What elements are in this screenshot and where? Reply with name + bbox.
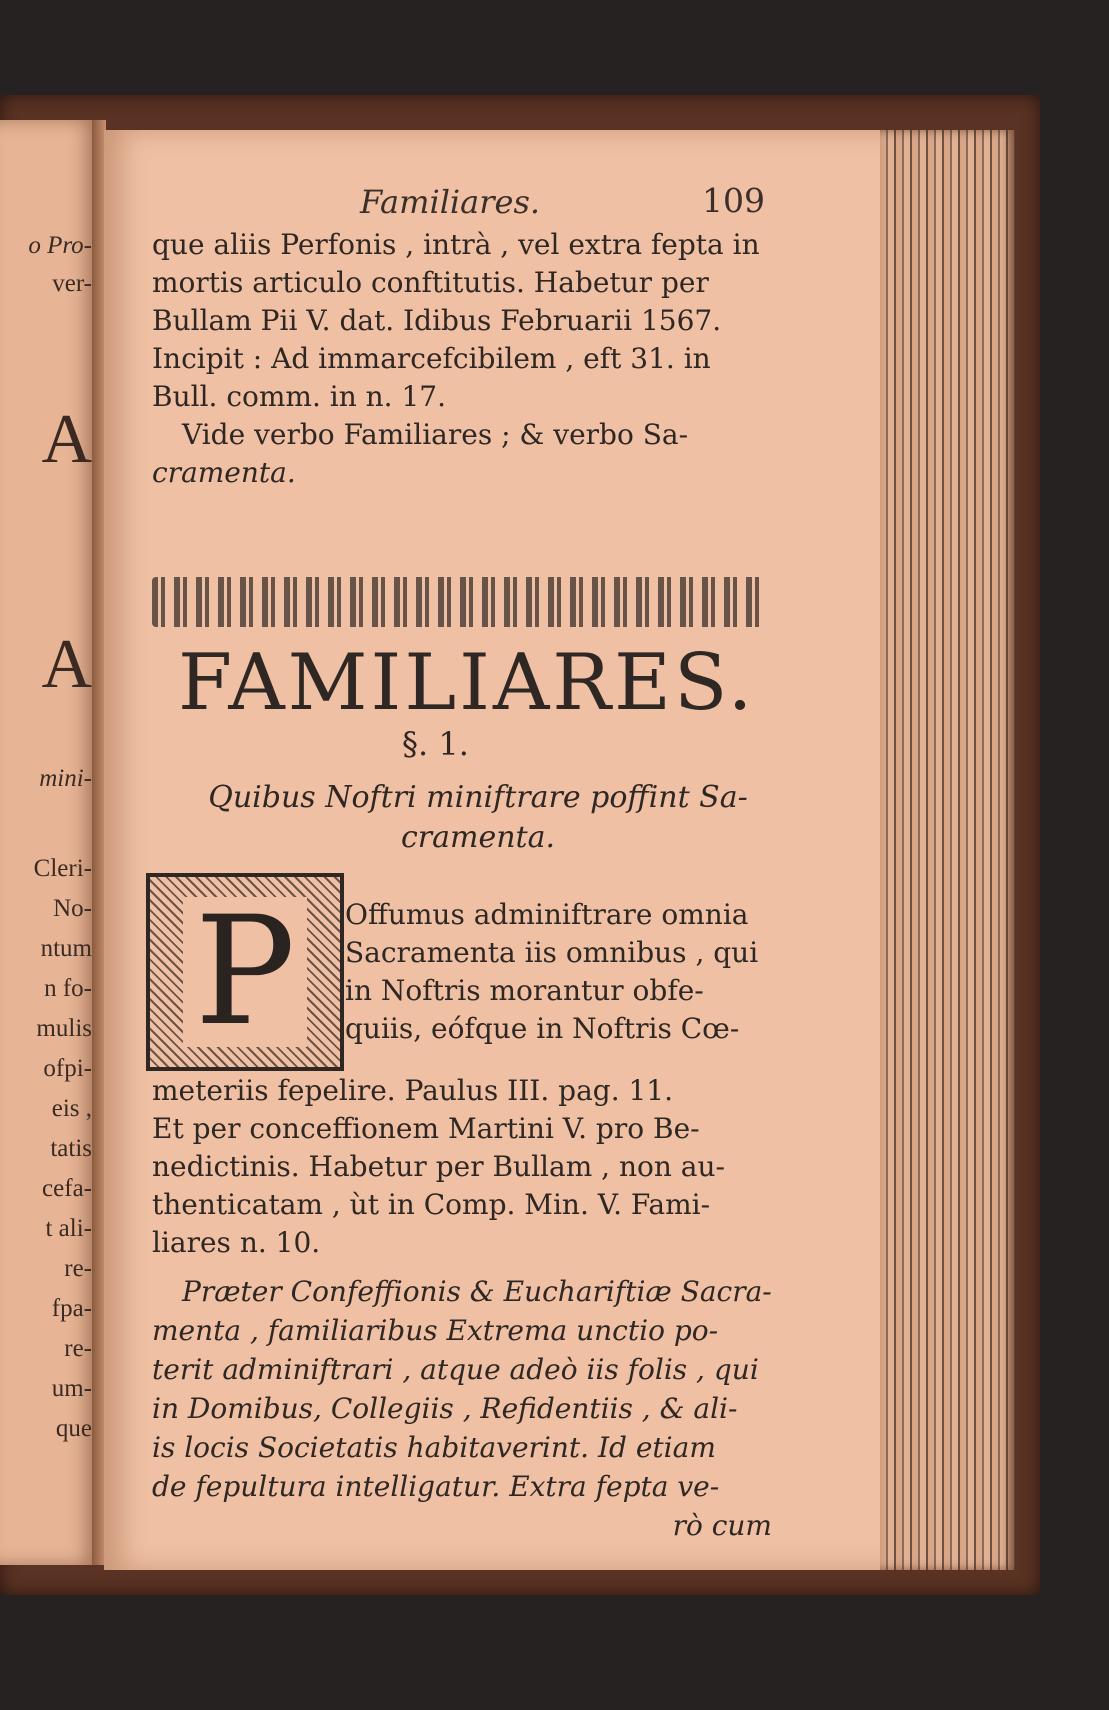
margin-fragment: No- — [53, 895, 92, 922]
paragraph-2-indented — [345, 896, 765, 1048]
text-line: meteriis fepelire. Paulus III. pag. 11. — [152, 1074, 674, 1107]
margin-fragment: A — [41, 401, 92, 478]
margin-fragment: que — [55, 1415, 92, 1442]
margin-fragment: n fo- — [44, 975, 92, 1002]
margin-fragment: cefa- — [42, 1175, 92, 1202]
text-line: menta , familiaribus Extrema unctio po- — [152, 1314, 719, 1347]
text-line: Offumus adminiftrare omnia — [345, 898, 749, 931]
text-line: Incipit : Ad immarcefcibilem , eft 31. in — [152, 342, 711, 375]
margin-fragment: tatis — [50, 1135, 92, 1162]
margin-fragment: fpa- — [51, 1295, 92, 1322]
text-line: cramenta. — [152, 456, 296, 489]
margin-fragment: Cleri- — [33, 855, 92, 882]
text-line: mortis articulo conftitutis. Habetur per — [152, 266, 709, 299]
subtitle-line: Quibus Noftri miniftrare poffint Sa- — [208, 780, 748, 815]
margin-fragment: ntum — [40, 935, 92, 962]
margin-fragment: ofpi- — [43, 1055, 92, 1082]
section-title: FAMILIARES. — [178, 638, 756, 728]
margin-fragment: ver- — [52, 270, 92, 297]
text-line: liares n. 10. — [152, 1226, 321, 1259]
left-page — [0, 120, 100, 1565]
catchword: rò cum — [672, 1509, 772, 1542]
text-line: in Noftris morantur obfe- — [345, 974, 704, 1007]
text-line: is locis Societatis habitaverint. Id etiam — [152, 1431, 716, 1464]
margin-fragment: um- — [51, 1375, 92, 1402]
text-line: que aliis Perfonis , intrà , vel extra fepta in — [152, 228, 760, 261]
text-line: de fepultura intelligatur. Extra fepta ve- — [152, 1470, 720, 1503]
decorative-ornament-band — [152, 577, 764, 627]
running-head: Familiares. — [360, 183, 541, 221]
text-line: Bullam Pii V. dat. Idibus Februarii 1567. — [152, 304, 722, 337]
margin-fragment: re- — [64, 1255, 92, 1282]
text-line: in Domibus, Collegiis , Refidentiis , & ali- — [152, 1392, 738, 1425]
margin-fragment: mulis — [36, 1015, 92, 1042]
text-line: nedictinis. Habetur per Bullam , non au- — [152, 1150, 725, 1183]
margin-fragment: re- — [64, 1335, 92, 1362]
text-line: Vide verbo Familiares ; & verbo Sa- — [182, 418, 689, 451]
margin-fragment: t ali- — [45, 1215, 92, 1242]
page-number: 109 — [702, 181, 765, 220]
drop-cap — [146, 873, 344, 1071]
text-line: thenticatam , ùt in Comp. Min. V. Fami- — [152, 1188, 711, 1221]
paragraph-3 — [152, 1272, 772, 1545]
text-line: Sacramenta iis omnibus , qui — [345, 936, 759, 969]
margin-fragment: eis , — [51, 1095, 92, 1122]
section-number: §. 1. — [402, 725, 469, 763]
text-line: terit adminiftrari , atque adeò iis folis , qui — [152, 1353, 759, 1386]
text-line: Bull. comm. in n. 17. — [152, 380, 447, 413]
subtitle-line: cramenta. — [400, 820, 556, 855]
drop-cap-letter: P — [183, 897, 308, 1047]
paragraph-1 — [152, 226, 772, 492]
section-subtitle — [188, 778, 768, 858]
page-edges — [880, 130, 1015, 1570]
text-line: quiis, eófque in Noftris Cœ- — [345, 1012, 740, 1045]
margin-fragment: A — [41, 626, 92, 703]
text-line: Et per conceffionem Martini V. pro Be- — [152, 1112, 700, 1145]
margin-fragment: o Pro- — [28, 232, 92, 259]
text-line: Præter Confeffionis & Euchariftiæ Sacra- — [182, 1275, 772, 1308]
margin-fragment: mini- — [39, 765, 92, 792]
paragraph-2-full — [152, 1072, 772, 1262]
